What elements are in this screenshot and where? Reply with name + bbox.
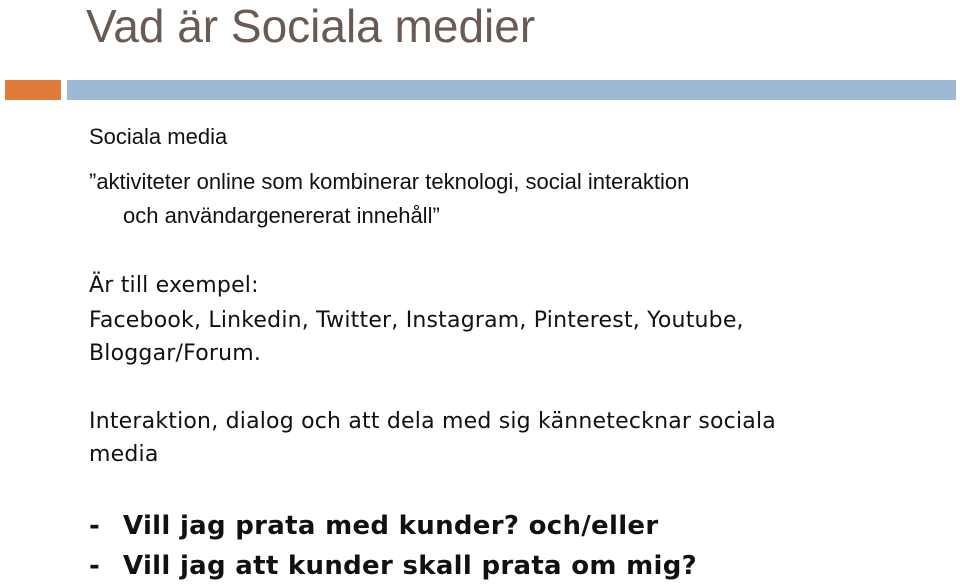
question-marker: - — [89, 511, 101, 541]
definition-quote-line-1: ”aktiviteter online som kombinerar teknologi, social interaktion — [89, 169, 690, 194]
title-underline-bar — [67, 80, 956, 100]
interaction-line-2: media — [89, 442, 159, 467]
question-marker: - — [89, 551, 101, 581]
definition-quote-line-2: och användargenererat innehåll” — [123, 203, 440, 228]
examples-line-1: Facebook, Linkedin, Twitter, Instagram, Pinterest, Youtube, — [89, 308, 744, 333]
question-item — [89, 509, 658, 543]
question-text: Vill jag att kunder skall prata om mig? — [123, 551, 698, 581]
question-text: Vill jag prata med kunder? och/eller — [123, 511, 659, 541]
examples-heading: Är till exempel: — [89, 273, 259, 298]
interaction-line-1: Interaktion, dialog och att dela med sig kännetecknar sociala — [89, 409, 776, 434]
definition-heading: Sociala media — [89, 124, 228, 149]
examples-line-2: Bloggar/Forum. — [89, 341, 262, 366]
title-accent-bar — [5, 80, 61, 100]
question-item — [89, 549, 697, 583]
slide-title: Vad är Sociala medier — [86, 0, 536, 52]
